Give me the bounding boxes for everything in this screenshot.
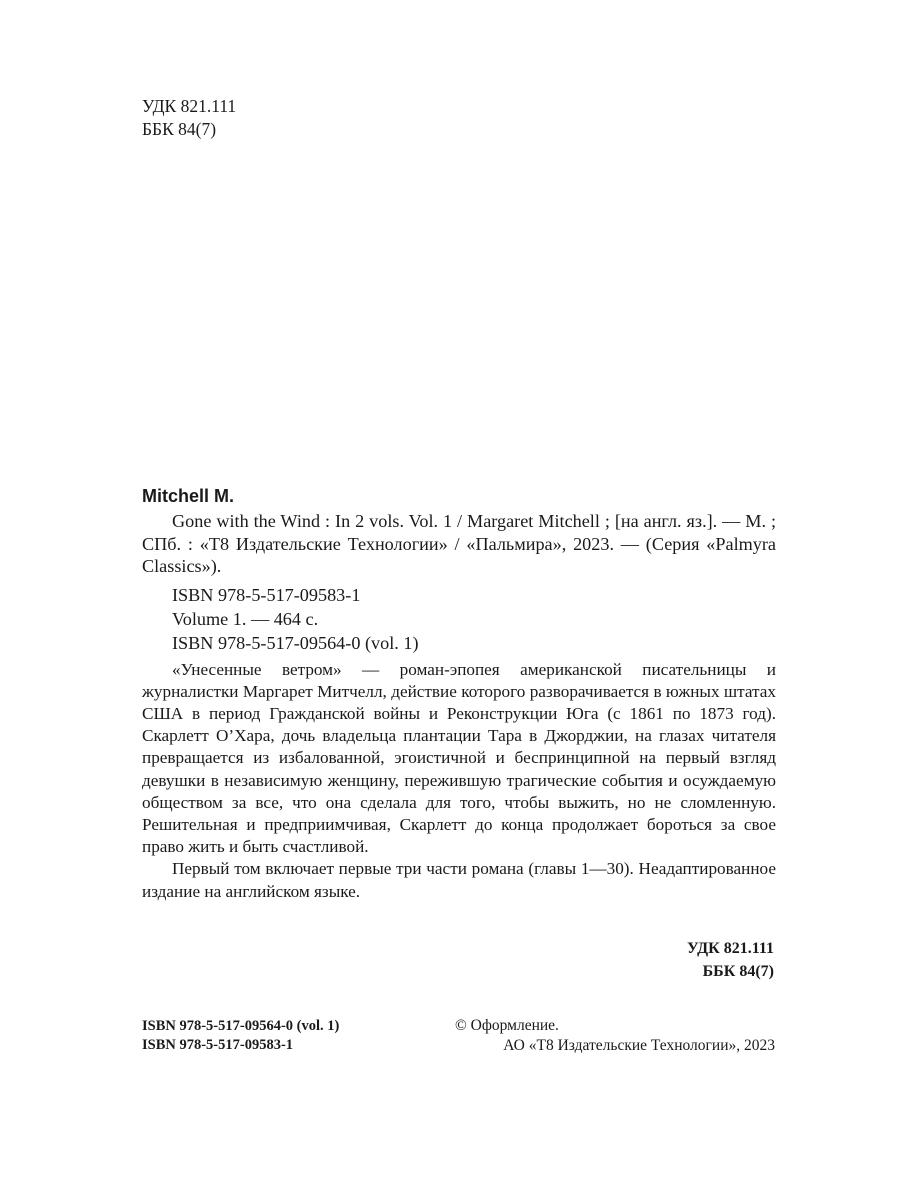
classification-header: [142, 95, 236, 141]
bbk-code-footer: ББК 84(7): [702, 963, 774, 980]
isbn-volume-footer: ISBN 978-5-517-09564-0 (vol. 1): [142, 1018, 340, 1034]
isbn-volume: ISBN 978-5-517-09564-0 (vol. 1): [172, 632, 419, 653]
bibliographic-record: [142, 484, 776, 903]
copyright-line-1: © Оформление.: [455, 1017, 559, 1034]
author-heading: Mitchell M.: [142, 486, 235, 506]
udk-code-footer: УДК 821.111: [687, 940, 774, 957]
udk-code: УДК 821.111: [142, 96, 237, 116]
copyright-notice: [455, 1016, 775, 1056]
isbn-group: [142, 583, 776, 655]
annotation: [142, 659, 776, 903]
isbn-set-footer: ISBN 978-5-517-09583-1: [142, 1037, 294, 1053]
annotation-paragraph-2: Первый том включает первые три части романа (главы 1—30). Неадаптированное издание на английском языке.: [142, 859, 776, 901]
copyright-line-2: АО «Т8 Издательские Технологии», 2023: [503, 1037, 775, 1054]
title-description: Gone with the Wind : In 2 vols. Vol. 1 / Margaret Mitchell ; [на англ. яз.]. — М. ; СПб. : «Т8 Издательские Технологии» / «Пальмира», 2023. — (Серия «Palmyra Classics»).: [142, 511, 776, 576]
classification-footer: [640, 937, 774, 983]
volume-info: Volume 1. — 464 с.: [172, 608, 319, 629]
bbk-code: ББК 84(7): [142, 119, 217, 139]
isbn-footer: [142, 1017, 339, 1055]
annotation-paragraph-1: «Унесенные ветром» — роман-эпопея американской писательницы и журналистки Маргарет Митчелл, действие которого разворачивается в южных штатах США в период Гражданской войны и Реконструкции Юга (с 1861 по 1873 год). Скарлетт О’Хара, дочь владельца плантации Тара в Джорджии, на глазах читателя превращается из избалованной, эгоистичной и беспринципной на первый взгляд девушки в независимую женщину, пережившую трагические события и осуждаемую обществом за все, что она сделала для того, чтобы выжить, но не сломленную. Решительная и предприимчивая, Скарлетт до конца продолжает бороться за свое право жить и быть счастливой.: [142, 659, 776, 857]
isbn-set: ISBN 978-5-517-09583-1: [172, 584, 361, 605]
